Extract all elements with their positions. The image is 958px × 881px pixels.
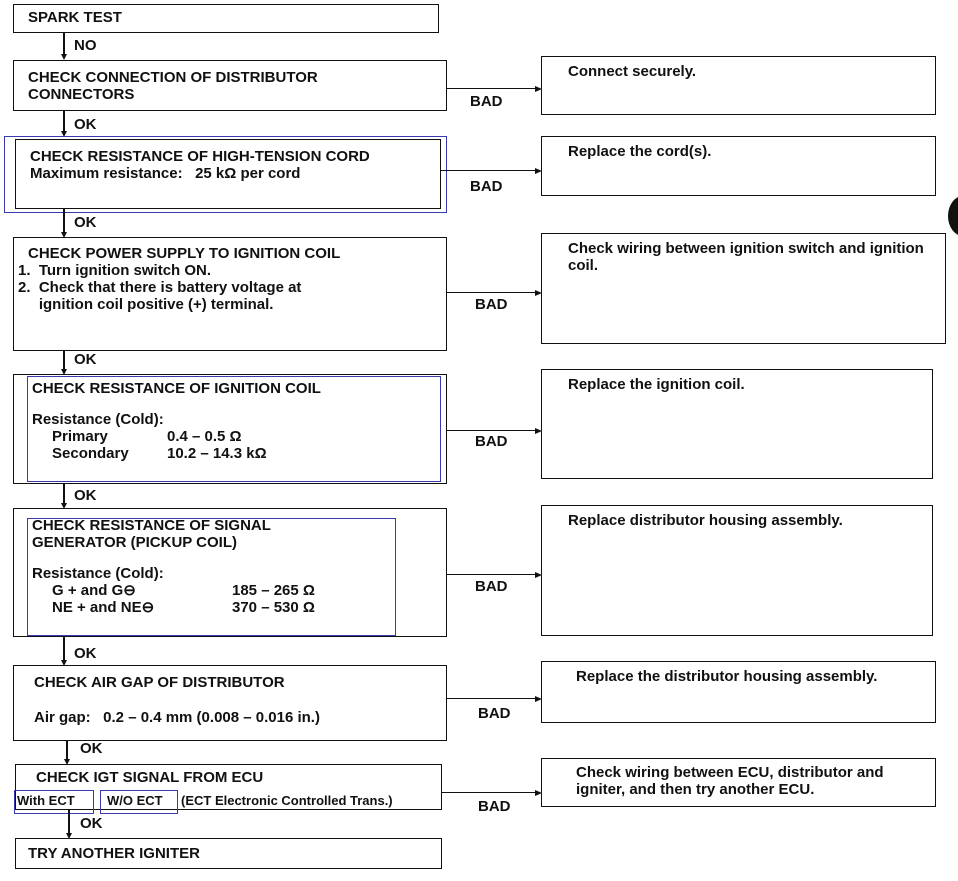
spec-label: NE + and NE⊖ [52,599,155,616]
step-title: CHECK RESISTANCE OF HIGH-TENSION CORD [30,148,370,165]
action-box: Replace the cord(s). [541,136,936,196]
step-check-power-supply [13,237,447,351]
spec-heading: Resistance (Cold): [32,565,164,582]
bad-label: BAD [470,178,503,195]
bad-label: BAD [478,798,511,815]
action-box: Connect securely. [541,56,936,115]
spec-value: 370 – 530 Ω [232,599,315,616]
spec-heading: Resistance (Cold): [32,411,164,428]
action-box: Replace the ignition coil. [541,369,933,479]
ok-label: OK [74,645,97,662]
without-ect-link[interactable]: W/O ECT [107,793,163,808]
step-check-air-gap [13,665,447,741]
step-spec: Air gap: 0.2 – 0.4 mm (0.008 – 0.016 in.) [34,709,320,726]
ok-label: OK [80,815,103,832]
bad-label: BAD [475,578,508,595]
page-tab-marker [948,196,958,236]
step-item: ignition coil positive (+) terminal. [18,296,274,313]
step-spark-test [13,4,439,33]
action-box: Replace distributor housing assembly. [541,505,933,636]
ok-label: OK [80,740,103,757]
bad-label: BAD [475,296,508,313]
step-title: CHECK IGT SIGNAL FROM ECU [36,769,264,786]
step-title: CHECK AIR GAP OF DISTRIBUTOR [34,674,285,691]
ok-label: OK [74,487,97,504]
step-title: TRY ANOTHER IGNITER [28,845,200,862]
step-item: 2. Check that there is battery voltage at [18,279,302,296]
step-link[interactable] [27,518,396,636]
ok-label: OK [74,214,97,231]
with-ect-link[interactable]: With ECT [17,793,75,808]
step-check-connection [13,60,447,111]
bad-label: BAD [475,433,508,450]
spec-value: 10.2 – 14.3 kΩ [167,445,267,462]
step-title: CHECK POWER SUPPLY TO IGNITION COIL [28,245,341,262]
without-ect-link-box[interactable] [100,790,178,814]
ok-label: OK [74,351,97,368]
bad-label: BAD [478,705,511,722]
step-title: CHECK RESISTANCE OF IGNITION COIL [32,380,321,397]
spec-label: Secondary [52,445,129,462]
step-title: CHECK CONNECTION OF DISTRIBUTOR CONNECTORS [28,69,318,103]
action-box: Check wiring between ignition switch and ignition coil. [541,233,946,344]
step-check-high-tension-cord [15,139,441,209]
ok-label: OK [74,116,97,133]
action-box: Replace the distributor housing assembly. [541,661,936,723]
spec-value: 0.4 – 0.5 Ω [167,428,242,445]
step-link[interactable] [27,376,441,482]
no-label: NO [74,37,97,54]
spec-label: G + and G⊖ [52,582,136,599]
bad-label: BAD [470,93,503,110]
step-spec: Maximum resistance: 25 kΩ per cord [30,165,301,182]
with-ect-link-box[interactable] [14,790,94,814]
step-title: CHECK RESISTANCE OF SIGNAL GENERATOR (PICKUP COIL) [32,517,271,551]
spec-value: 185 – 265 Ω [232,582,315,599]
step-try-another-igniter [15,838,442,869]
ect-note: (ECT Electronic Controlled Trans.) [181,793,393,808]
action-box: Check wiring between ECU, distributor and igniter, and then try another ECU. [541,758,936,807]
step-item: 1. Turn ignition switch ON. [18,262,212,279]
spec-label: Primary [52,428,108,445]
step-title: SPARK TEST [28,9,122,26]
